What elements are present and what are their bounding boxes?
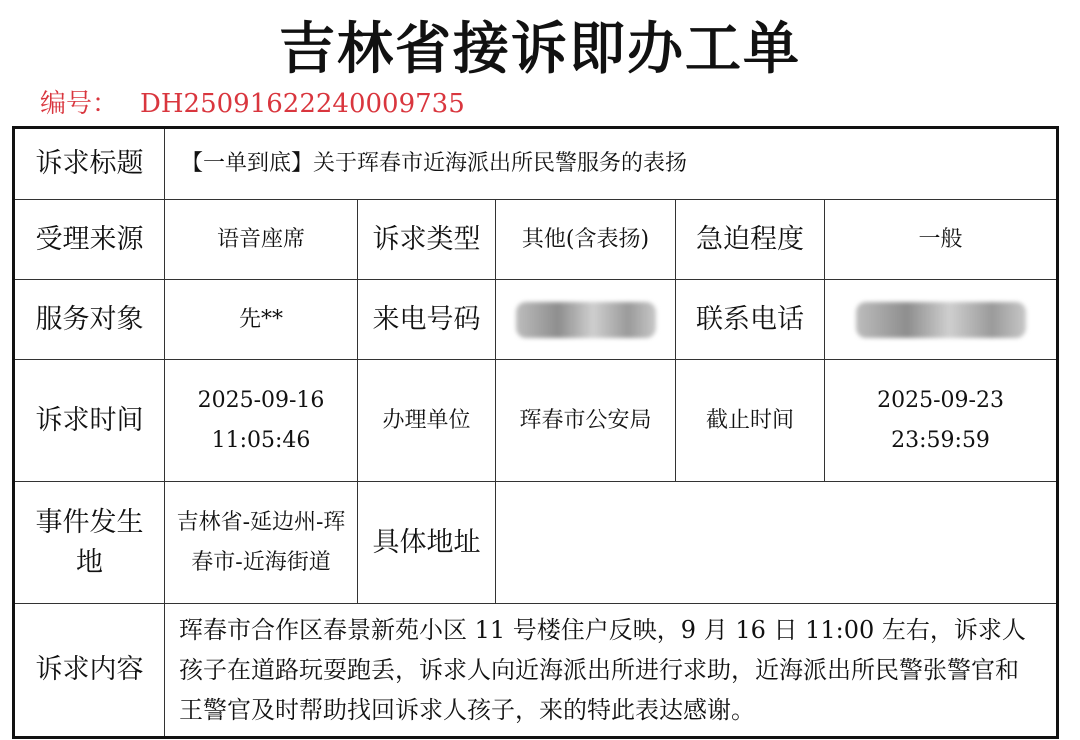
location-value: 吉林省-延边州-珲春市-近海街道 (165, 482, 358, 604)
deadline-value (825, 360, 1058, 482)
serial-value: DH25091622240009735 (140, 89, 465, 119)
subject-value: 【一单到底】关于珲春市近海派出所民警服务的表扬 (165, 128, 1058, 200)
target-value: 先** (165, 280, 358, 360)
content-value: 珲春市合作区春景新苑小区 11 号楼住户反映，9 月 16 日 11:00 左右，诉求人孩子在道路玩耍跑丢，诉求人向近海派出所进行求助，近海派出所民警张警官和王警官及时帮助找回诉求人孩子，来的特此表达感谢。 (165, 604, 1058, 738)
redacted-caller-number (516, 302, 656, 338)
row-location (14, 482, 1058, 604)
serial-number (40, 86, 465, 122)
deadline-label: 截止时间 (676, 360, 825, 482)
time-clock: 11:05:46 (211, 427, 311, 453)
document-title: 吉林省接诉即办工单 (279, 17, 801, 82)
row-target (14, 280, 1058, 360)
time-date: 2025-09-16 (197, 387, 325, 413)
type-value: 其他(含表扬) (496, 200, 676, 280)
subject-label: 诉求标题 (14, 128, 165, 200)
redacted-contact-phone (856, 302, 1026, 338)
deadline-clock: 23:59:59 (891, 427, 990, 453)
content-label: 诉求内容 (14, 604, 165, 738)
row-time (14, 360, 1058, 482)
time-label: 诉求时间 (14, 360, 165, 482)
target-label: 服务对象 (14, 280, 165, 360)
caller-number-label: 来电号码 (358, 280, 496, 360)
row-content (14, 604, 1058, 738)
source-label: 受理来源 (14, 200, 165, 280)
row-subject (14, 128, 1058, 200)
type-label: 诉求类型 (358, 200, 496, 280)
caller-number-value (496, 280, 676, 360)
source-value: 语音座席 (165, 200, 358, 280)
row-source (14, 200, 1058, 280)
address-label: 具体地址 (358, 482, 496, 604)
unit-label: 办理单位 (358, 360, 496, 482)
address-value (496, 482, 1058, 604)
urgency-label: 急迫程度 (676, 200, 825, 280)
contact-phone-label: 联系电话 (676, 280, 825, 360)
work-order-table (12, 126, 1059, 739)
contact-phone-value (825, 280, 1058, 360)
urgency-value: 一般 (825, 200, 1058, 280)
location-label: 事件发生地 (14, 482, 165, 604)
time-value (165, 360, 358, 482)
deadline-date: 2025-09-23 (877, 387, 1004, 413)
serial-label: 编号： (40, 89, 119, 119)
unit-value: 珲春市公安局 (496, 360, 676, 482)
